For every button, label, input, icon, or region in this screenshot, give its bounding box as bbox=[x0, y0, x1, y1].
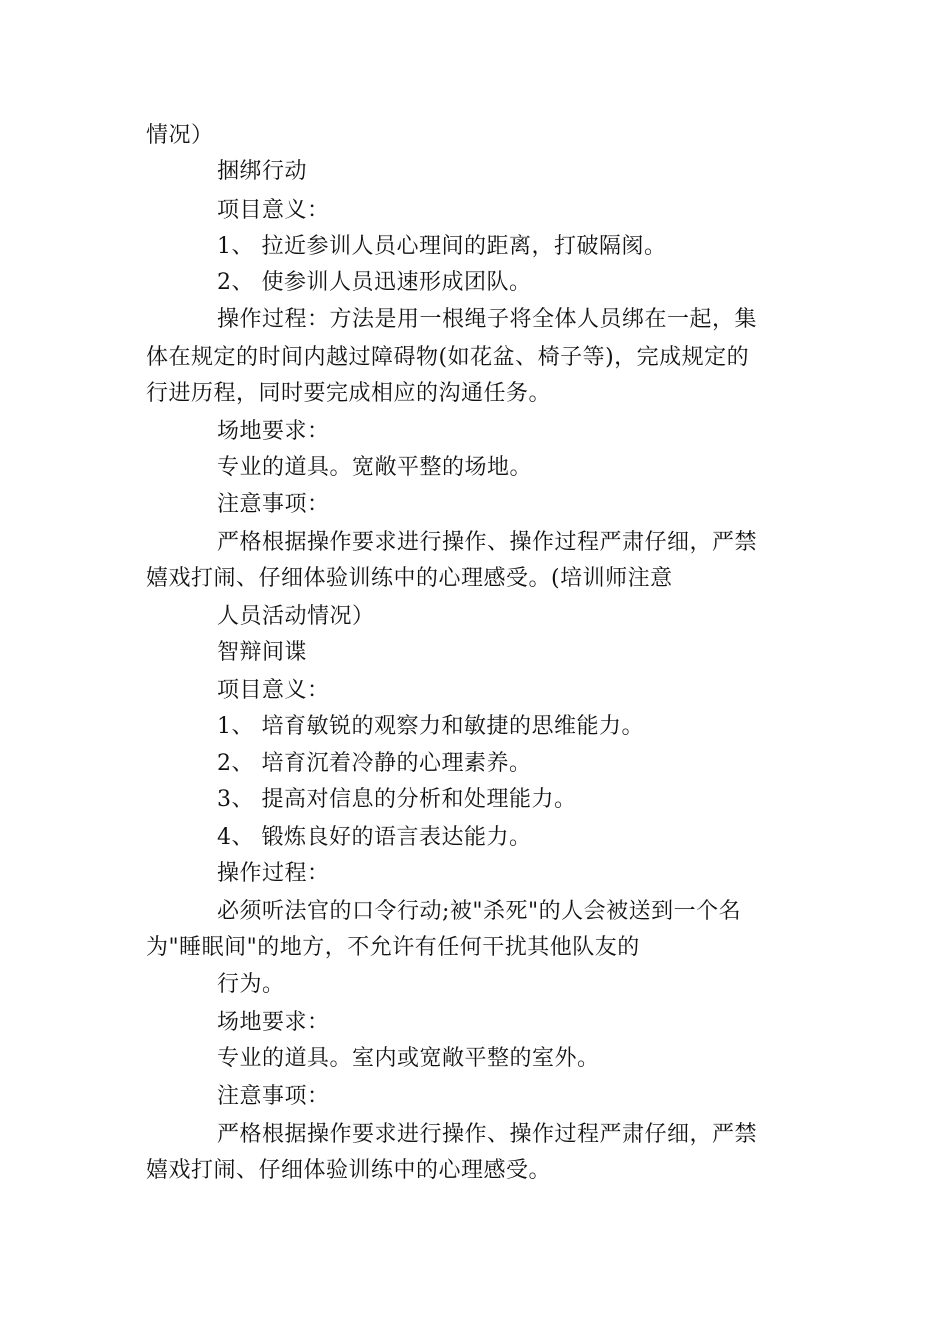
text-line: 体在规定的时间内越过障碍物(如花盆、椅子等)，完成规定的 bbox=[146, 345, 750, 370]
text-line: 注意事项： bbox=[217, 1084, 330, 1109]
list-item: 2、 培育沉着冷静的心理素养。 bbox=[217, 751, 532, 776]
text-line: 项目意义： bbox=[217, 198, 330, 223]
list-item: 4、 锻炼良好的语言表达能力。 bbox=[217, 825, 532, 850]
list-item: 3、 提高对信息的分析和处理能力。 bbox=[217, 787, 577, 812]
text-line: 人员活动情况） bbox=[217, 604, 375, 629]
text-line: 严格根据操作要求进行操作、操作过程严肃仔细，严禁 bbox=[217, 530, 758, 555]
section-title: 智辩间谍 bbox=[217, 640, 308, 665]
text-line: 场地要求： bbox=[217, 1010, 330, 1035]
text-line: 必须听法官的口令行动;被"杀死"的人会被送到一个名 bbox=[217, 899, 742, 924]
section-title: 捆绑行动 bbox=[217, 159, 308, 184]
text-line: 严格根据操作要求进行操作、操作过程严肃仔细，严禁 bbox=[217, 1122, 758, 1147]
text-line: 嬉戏打闹、仔细体验训练中的心理感受。 bbox=[146, 1158, 552, 1183]
text-line: 操作过程： bbox=[217, 861, 330, 886]
text-line: 为"睡眠间"的地方，不允许有任何干扰其他队友的 bbox=[146, 935, 640, 960]
text-line: 专业的道具。室内或宽敞平整的室外。 bbox=[217, 1046, 600, 1071]
text-line: 情况） bbox=[146, 123, 214, 148]
text-line: 项目意义： bbox=[217, 678, 330, 703]
text-line: 行进历程，同时要完成相应的沟通任务。 bbox=[146, 381, 552, 406]
text-line: 场地要求： bbox=[217, 419, 330, 444]
text-line: 行为。 bbox=[217, 972, 285, 997]
list-item: 2、 使参训人员迅速形成团队。 bbox=[217, 270, 532, 295]
text-line: 操作过程：方法是用一根绳子将全体人员绑在一起，集 bbox=[217, 307, 758, 332]
list-item: 1、 培育敏锐的观察力和敏捷的思维能力。 bbox=[217, 714, 644, 739]
text-line: 嬉戏打闹、仔细体验训练中的心理感受。(培训师注意 bbox=[146, 566, 673, 591]
list-item: 1、 拉近参训人员心理间的距离，打破隔阂。 bbox=[217, 234, 667, 259]
text-line: 注意事项： bbox=[217, 492, 330, 517]
text-line: 专业的道具。宽敞平整的场地。 bbox=[217, 455, 533, 480]
